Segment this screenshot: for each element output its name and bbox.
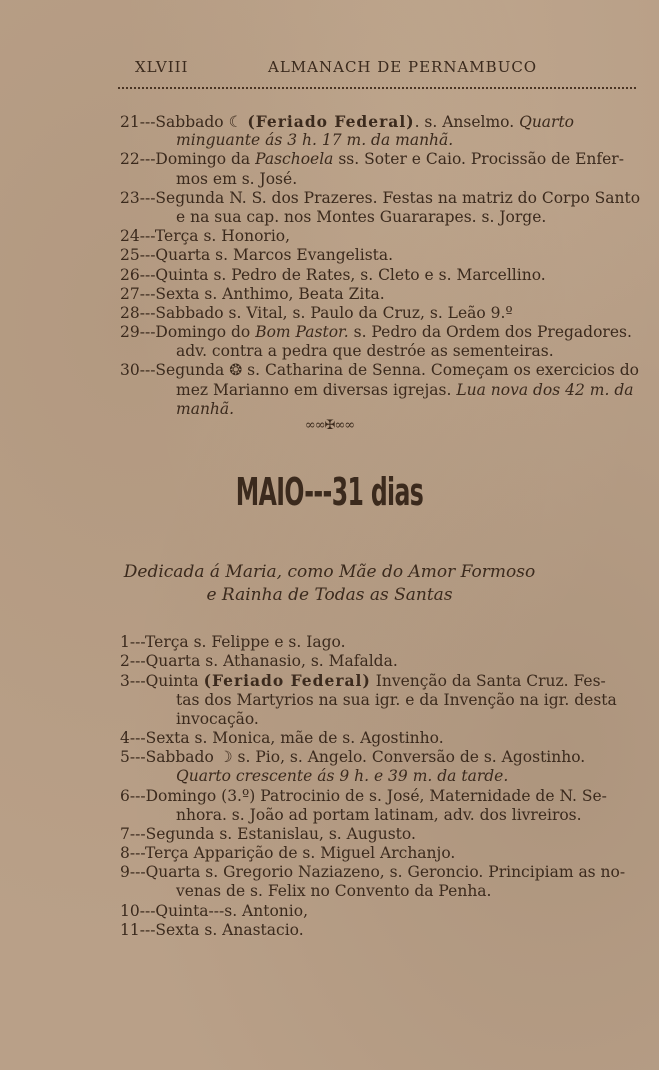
text-segment: 30---Segunda bbox=[120, 361, 230, 380]
text-segment: mos em s. José. bbox=[176, 169, 298, 188]
text-segment: s. Pedro da Ordem dos Pregadores. bbox=[348, 323, 632, 342]
entry-line bbox=[0, 266, 659, 285]
entry-continuation bbox=[0, 381, 659, 400]
entry-continuation bbox=[0, 710, 659, 729]
entry-line bbox=[0, 112, 659, 131]
header-rule bbox=[118, 87, 636, 89]
april-day-29 bbox=[0, 323, 659, 361]
page-header bbox=[0, 58, 659, 80]
entry-line bbox=[0, 729, 659, 748]
april-day-27 bbox=[0, 285, 659, 304]
entry-line bbox=[0, 825, 659, 844]
entry-line bbox=[0, 361, 659, 380]
april-day-30 bbox=[0, 361, 659, 419]
entry-continuation bbox=[0, 400, 659, 419]
text-segment: ☾ bbox=[228, 113, 248, 131]
text-segment: ❂ bbox=[229, 361, 243, 380]
april-day-23 bbox=[0, 189, 659, 227]
text-segment: invocação. bbox=[176, 709, 259, 728]
april-day-24 bbox=[0, 227, 659, 246]
month-heading: MAIO---31 dias bbox=[235, 470, 424, 514]
text-segment: Lua nova dos 42 m. da bbox=[456, 380, 634, 399]
entry-continuation bbox=[0, 208, 659, 227]
section-ornament: ∞∞✠∞∞ bbox=[304, 418, 355, 433]
entry-line bbox=[0, 633, 659, 652]
text-segment: Quarto crescente ás 9 h. e 39 m. da tarde. bbox=[176, 767, 509, 786]
entry-line bbox=[0, 227, 659, 246]
text-segment: (Feriado Federal) bbox=[247, 112, 415, 131]
text-segment: 23---Segunda N. S. dos Prazeres. Festas na matriz do Corpo Santo bbox=[120, 188, 641, 207]
text-segment: nhora. s. João ad portam latinam, adv. dos livreiros. bbox=[176, 805, 582, 824]
may-day-10 bbox=[0, 902, 659, 921]
entry-line bbox=[0, 652, 659, 671]
entry-line bbox=[0, 246, 659, 265]
may-day-9 bbox=[0, 863, 659, 901]
entry-line bbox=[0, 150, 659, 169]
text-segment: 29---Domingo do bbox=[120, 323, 256, 342]
entry-line bbox=[0, 189, 659, 208]
entry-line bbox=[0, 902, 659, 921]
may-day-8 bbox=[0, 844, 659, 863]
may-day-4 bbox=[0, 729, 659, 748]
text-segment: ☽ bbox=[218, 748, 233, 767]
text-segment: Quarto bbox=[519, 113, 575, 131]
text-segment: s. Pio, s. Angelo. Conversão de s. Agostinho. bbox=[232, 748, 586, 767]
text-segment: 9---Quarta s. Gregorio Naziazeno, s. Geroncio. Principiam as no- bbox=[120, 863, 626, 882]
text-segment: 10---Quinta---s. Antonio, bbox=[120, 901, 308, 920]
text-segment: 1---Terça s. Felippe e s. Iago. bbox=[120, 633, 346, 651]
text-segment: Bom Pastor. bbox=[255, 323, 349, 342]
entry-continuation bbox=[0, 691, 659, 710]
entry-line bbox=[0, 921, 659, 940]
entry-line bbox=[0, 748, 659, 767]
text-segment: 28---Sabbado s. Vital, s. Paulo da Cruz, s. Leão 9.º bbox=[120, 303, 513, 322]
may-day-11 bbox=[0, 921, 659, 940]
may-day-2 bbox=[0, 652, 659, 671]
page-number: XLVIII bbox=[135, 58, 189, 76]
text-segment: 5---Sabbado bbox=[120, 748, 219, 767]
text-segment: 25---Quarta s. Marcos Evangelista. bbox=[120, 246, 394, 265]
text-segment: 24---Terça s. Honorio, bbox=[120, 227, 291, 246]
april-day-25 bbox=[0, 246, 659, 265]
entry-line bbox=[0, 787, 659, 806]
text-segment: mez Marianno em diversas igrejas. bbox=[176, 380, 457, 399]
text-segment: tas dos Martyrios na sua igr. e da Invenção na igr. desta bbox=[176, 690, 617, 709]
entry-line bbox=[0, 285, 659, 304]
text-segment: adv. contra a pedra que destróe as sementeiras. bbox=[176, 342, 554, 361]
running-title: ALMANACH DE PERNAMBUCO bbox=[268, 58, 538, 76]
text-segment: 6---Domingo (3.º) Patrocinio de s. José, Maternidade de N. Se- bbox=[120, 786, 607, 805]
entry-continuation bbox=[0, 342, 659, 361]
text-segment: 21---Sabbado bbox=[120, 113, 229, 131]
text-segment: 4---Sexta s. Monica, mãe de s. Agostinho. bbox=[120, 728, 444, 747]
entry-line bbox=[0, 304, 659, 323]
text-segment: ss. Soter e Caio. Procissão de Enfer- bbox=[333, 150, 624, 169]
text-segment: venas de s. Felix no Convento da Penha. bbox=[176, 882, 492, 901]
entry-line bbox=[0, 323, 659, 342]
entry-line bbox=[0, 671, 659, 690]
april-day-21 bbox=[0, 112, 659, 150]
text-segment: manhã. bbox=[176, 399, 235, 418]
text-segment: 27---Sexta s. Anthimo, Beata Zita. bbox=[120, 284, 385, 303]
may-entries bbox=[0, 633, 659, 940]
text-segment: minguante ás 3 h. 17 m. da manhã. bbox=[176, 131, 454, 150]
text-segment: 22---Domingo da bbox=[120, 150, 256, 169]
entry-continuation bbox=[0, 767, 659, 786]
entry-continuation bbox=[0, 131, 659, 150]
text-segment: Paschoela bbox=[255, 150, 334, 169]
may-day-6 bbox=[0, 787, 659, 825]
may-day-7 bbox=[0, 825, 659, 844]
april-day-22 bbox=[0, 150, 659, 188]
entry-continuation bbox=[0, 170, 659, 189]
dedication-line-2: e Rainha de Todas as Santas bbox=[206, 585, 453, 605]
text-segment: 26---Quinta s. Pedro de Rates, s. Cleto e s. Marcellino. bbox=[120, 265, 546, 284]
text-segment: e na sua cap. nos Montes Guararapes. s. Jorge. bbox=[176, 207, 547, 226]
entry-continuation bbox=[0, 806, 659, 825]
dedication-line-1: Dedicada á Maria, como Mãe do Amor Formoso bbox=[123, 562, 536, 582]
text-segment: 8---Terça Apparição de s. Miguel Archanjo. bbox=[120, 844, 456, 863]
text-segment: 7---Segunda s. Estanislau, s. Augusto. bbox=[120, 824, 416, 843]
text-segment: 2---Quarta s. Athanasio, s. Mafalda. bbox=[120, 652, 398, 671]
may-day-3 bbox=[0, 671, 659, 729]
entry-continuation bbox=[0, 882, 659, 901]
text-segment: . s. Anselmo. bbox=[414, 113, 520, 131]
entry-line bbox=[0, 863, 659, 882]
text-segment: Invenção da Santa Cruz. Fes- bbox=[370, 672, 606, 691]
entry-line bbox=[0, 844, 659, 863]
text-segment: 3---Quinta bbox=[120, 672, 204, 691]
text-segment: s. Catharina de Senna. Começam os exercicios do bbox=[242, 361, 639, 380]
may-day-5 bbox=[0, 748, 659, 786]
text-segment: (Feriado Federal) bbox=[203, 671, 371, 691]
april-entries bbox=[0, 112, 659, 419]
text-segment: 11---Sexta s. Anastacio. bbox=[120, 920, 304, 939]
april-day-28 bbox=[0, 304, 659, 323]
may-day-1 bbox=[0, 633, 659, 652]
april-day-26 bbox=[0, 266, 659, 285]
